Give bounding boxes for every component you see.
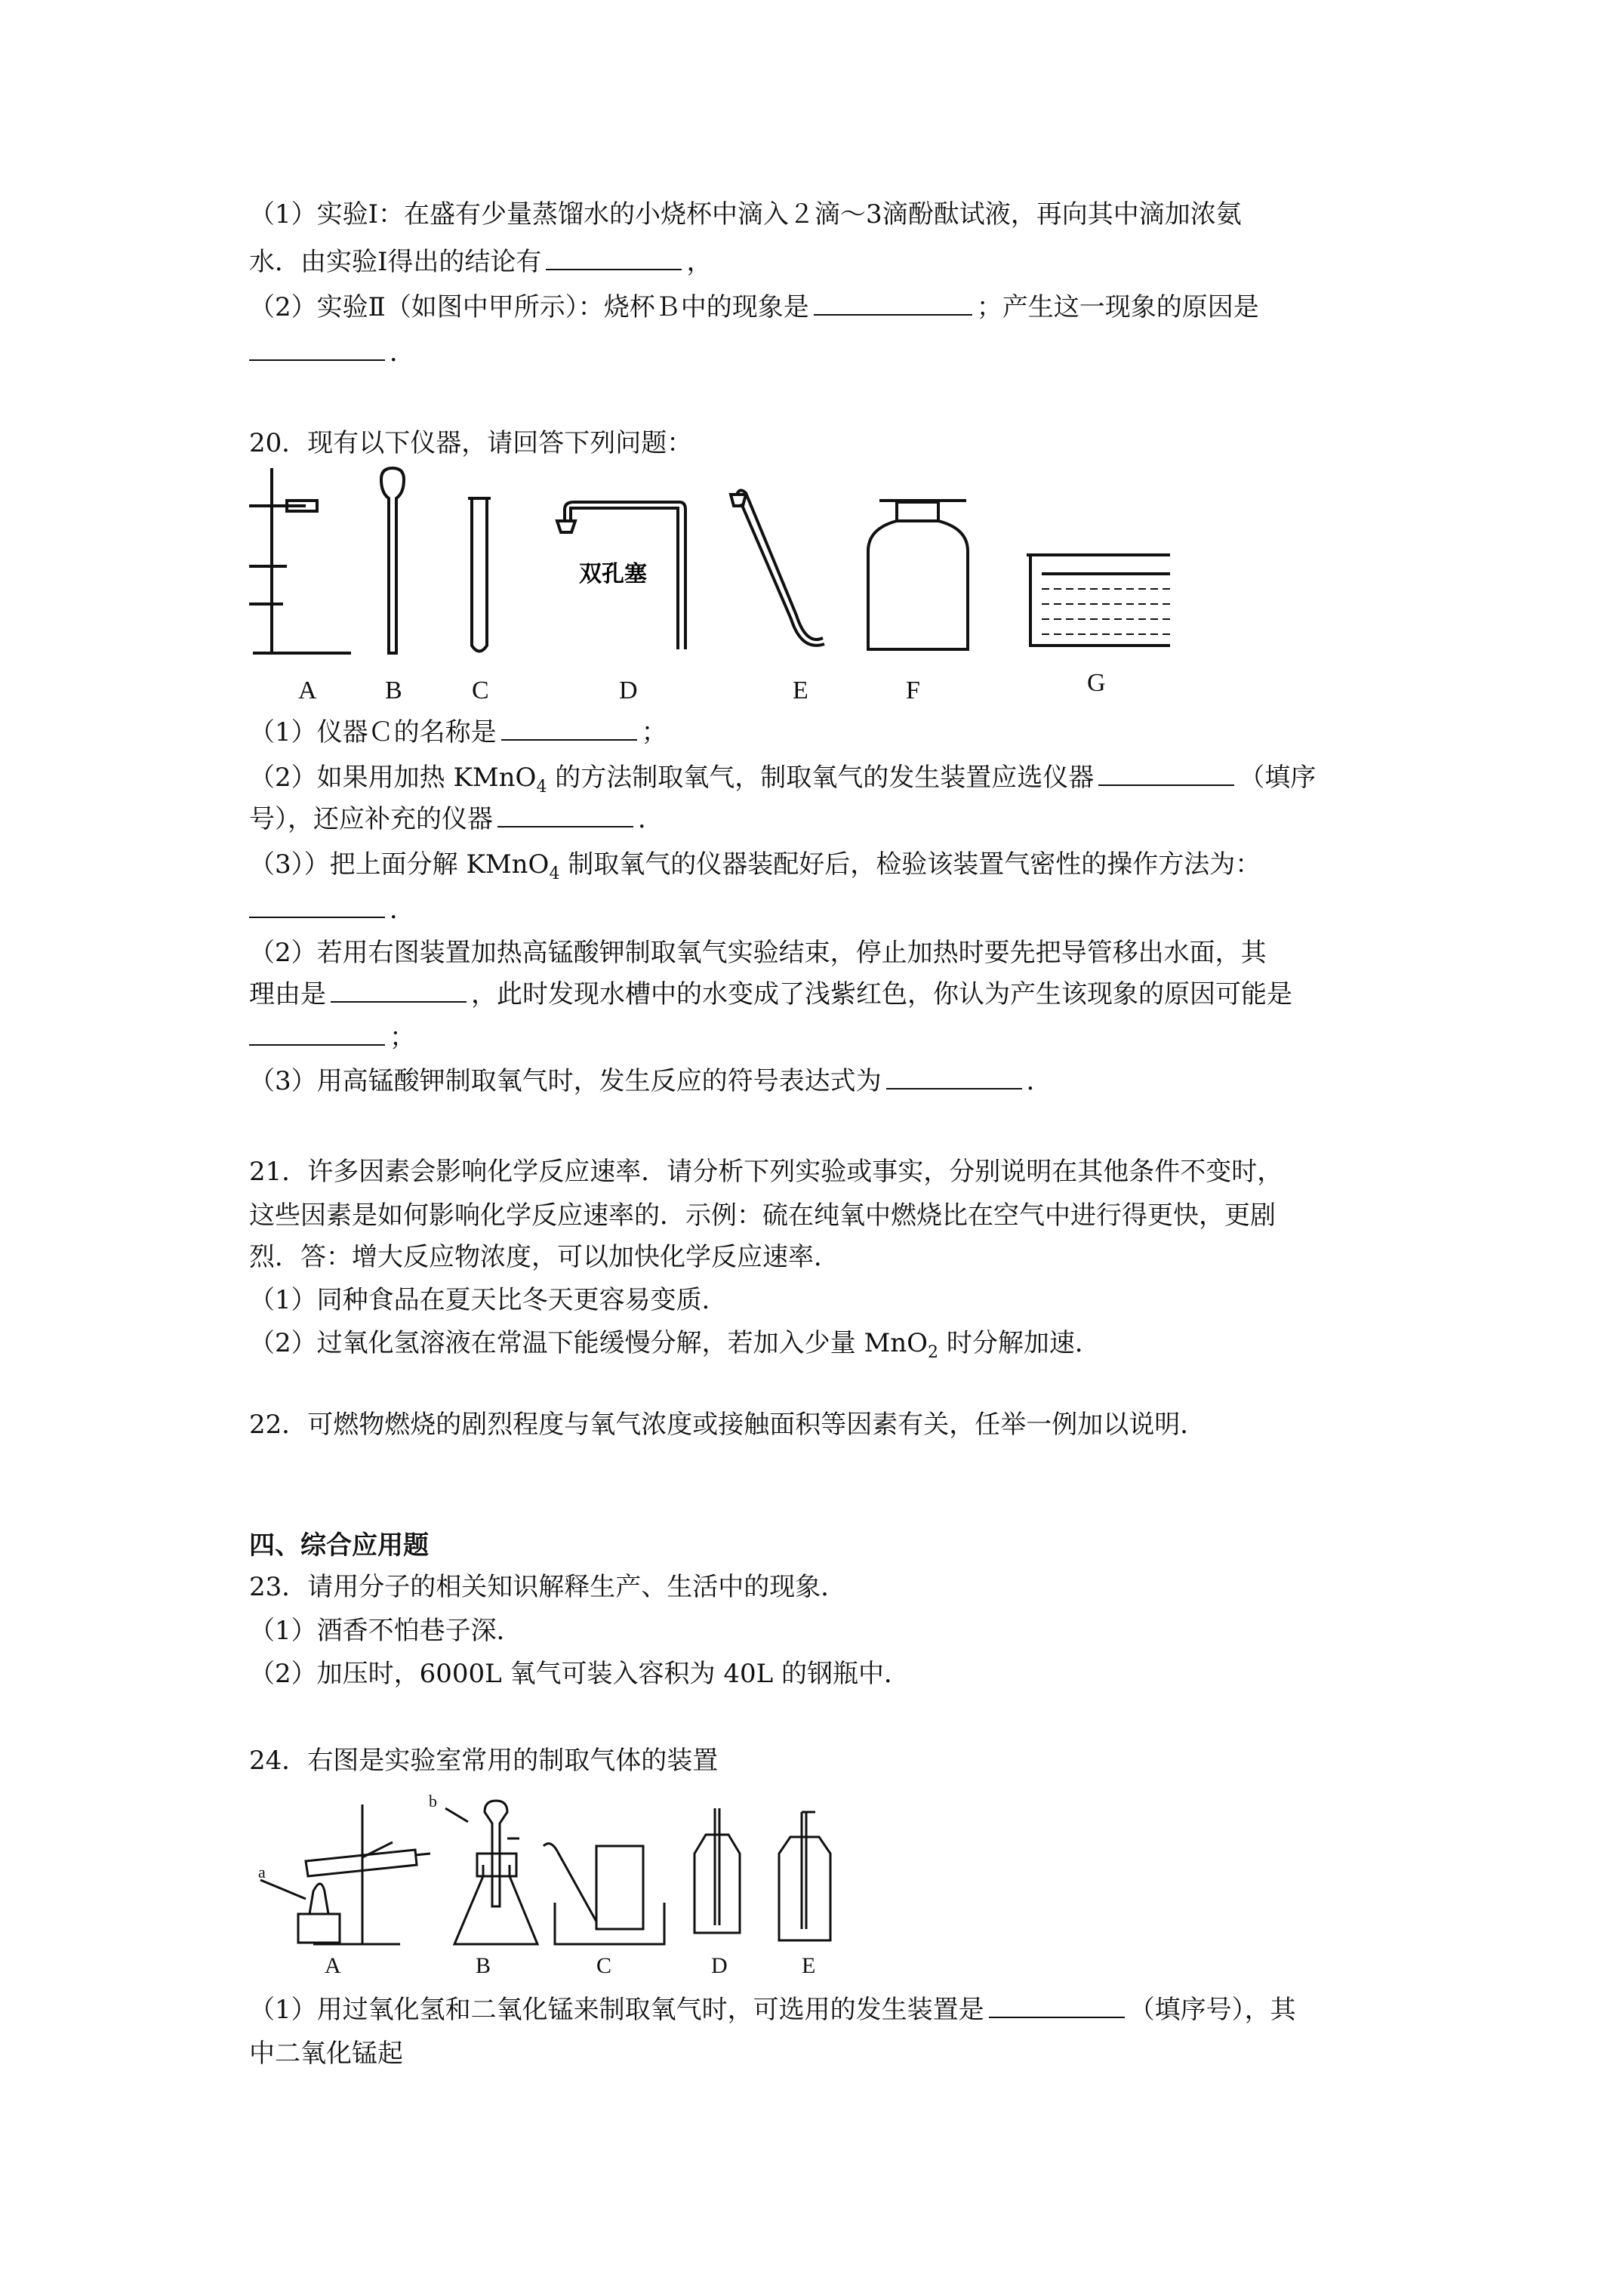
q20-sub2: [249, 761, 1316, 804]
q21-line-5: [249, 1327, 1101, 1370]
intro-line-4: [249, 336, 415, 369]
figure-label: D: [711, 1953, 728, 1978]
text: （2）过氧化氢溶液在常温下能缓慢分解，若加入少量 MnO: [249, 1328, 929, 1358]
answer-blank[interactable]: [989, 1994, 1125, 2018]
q20-sub3: [249, 848, 1261, 891]
q24-line-1: [249, 1993, 1296, 2026]
delivery-tube-icon: [731, 490, 824, 645]
q20-title: [249, 427, 692, 460]
q20-sub4-cont: [249, 978, 1292, 1011]
q20-sub3-cont: [249, 893, 415, 926]
text: 22．可燃物燃烧的剧烈程度与氧气浓度或接触面积等因素有关，任举一例加以说明．: [249, 1410, 1206, 1440]
figure-label: a: [258, 1863, 266, 1881]
answer-blank[interactable]: [1098, 762, 1234, 786]
answer-blank[interactable]: [814, 291, 972, 316]
text: （2）实验Ⅱ（如图中甲所示）：烧杯Ｂ中的现象是: [249, 292, 809, 322]
q23-line-1: [249, 1570, 846, 1604]
q21-line-4: [249, 1284, 728, 1317]
text: （3））把上面分解 KMnO: [249, 849, 550, 880]
q24-line-2: [249, 2037, 403, 2070]
text: 21．许多因素会影响化学反应速率．请分析下列实验或事实，分别说明在其他条件不变时，: [249, 1157, 1283, 1187]
q21-line-3: [249, 1240, 839, 1274]
text: ．: [1026, 1066, 1052, 1096]
text: （2）加压时，6000L 氧气可装入容积为 40L 的钢瓶中．: [249, 1659, 910, 1689]
text: ．: [638, 804, 664, 834]
text: 时分解加速．: [938, 1328, 1101, 1358]
figure-label: B: [476, 1953, 491, 1978]
text: （填序: [1239, 763, 1317, 793]
text: ．: [390, 895, 415, 925]
text: （1）仪器Ｃ的名称是: [249, 717, 497, 747]
text: ；产生这一现象的原因是: [976, 292, 1259, 322]
subscript: 2: [928, 1342, 939, 1362]
q21-line-2: [249, 1199, 1276, 1232]
text: ；: [390, 1022, 415, 1052]
text: 这些因素是如何影响化学反应速率的．示例：硫在纯氧中燃烧比在空气中进行得更快，更剧: [249, 1200, 1276, 1231]
text: 制取氧气的仪器装配好后，检验该装置气密性的操作方法为：: [559, 849, 1261, 880]
figure-label: E: [802, 1953, 816, 1978]
figure-label: B: [385, 676, 402, 704]
q20-sub5: [249, 1065, 1052, 1098]
text: （1）实验Ⅰ：在盛有少量蒸馏水的小烧杯中滴入２滴～3滴酚酞试液，再向其中滴加浓氨: [249, 199, 1242, 230]
figure-label: A: [298, 676, 317, 704]
text: 24．右图是实验室常用的制取气体的装置: [249, 1746, 719, 1776]
text: 20．现有以下仪器，请回答下列问题：: [249, 428, 693, 458]
text: 23．请用分子的相关知识解释生产、生活中的现象．: [249, 1572, 847, 1602]
iron-stand-icon: [249, 468, 351, 653]
q21-line-1: [249, 1155, 1283, 1188]
figure-text: 双孔塞: [579, 562, 647, 587]
text: ；: [641, 717, 667, 747]
collection-bottle-icon: [694, 1808, 740, 1933]
text: 四、综合应用题: [249, 1530, 429, 1561]
text: 烈．答：增大反应物浓度，可以加快化学反应速率．: [249, 1242, 839, 1272]
figure-label: A: [325, 1953, 341, 1978]
q20-apparatus-figure: [242, 464, 1170, 713]
answer-blank[interactable]: [249, 1022, 385, 1046]
water-trough-icon: [1027, 555, 1170, 646]
figure-label: D: [619, 676, 638, 704]
answer-blank[interactable]: [546, 246, 682, 270]
text: （1）同种食品在夏天比冬天更容易变质．: [249, 1285, 728, 1315]
section-heading: [249, 1529, 429, 1562]
text: 的方法制取氧气，制取氧气的发生装置应选仪器: [547, 763, 1095, 793]
text: ，: [686, 247, 713, 277]
text: 中二氧化锰起: [249, 2039, 403, 2069]
text: ，此时发现水槽中的水变成了浅紫红色，你认为产生该现象的原因可能是: [471, 979, 1292, 1009]
heating-apparatus-icon: [260, 1804, 430, 1944]
intro-line-1: [249, 198, 1242, 231]
figure-label: C: [596, 1953, 612, 1978]
q24-title: [249, 1744, 718, 1777]
figure-label: G: [1087, 669, 1106, 697]
text: （2）如果用加热 KMnO: [249, 763, 537, 793]
intro-line-2: [249, 245, 712, 279]
figure-label: b: [429, 1793, 437, 1811]
water-collection-icon: [544, 1844, 664, 1944]
gas-bottle-icon: [868, 501, 968, 649]
intro-line-3: [249, 291, 1259, 324]
answer-blank[interactable]: [886, 1065, 1022, 1089]
text: 理由是: [249, 979, 326, 1009]
q20-sub2-cont: [249, 803, 664, 836]
figure-label: F: [906, 676, 920, 704]
q23-line-2: [249, 1614, 522, 1647]
text: （1）用过氧化氢和二氧化锰来制取氧气时，可选用的发生装置是: [249, 1995, 984, 2025]
text: 水．由实验Ⅰ得出的结论有: [249, 247, 542, 277]
q24-apparatus-figure: [242, 1793, 891, 1982]
figure-label: C: [472, 676, 489, 704]
subscript: 4: [549, 864, 560, 883]
answer-blank[interactable]: [497, 803, 633, 827]
long-neck-funnel-icon: [381, 468, 404, 653]
text: （1）酒香不怕巷子深．: [249, 1616, 522, 1646]
text: （3）用高锰酸钾制取氧气时，发生反应的符号表达式为: [249, 1066, 882, 1096]
subscript: 4: [536, 777, 547, 797]
q23-line-3: [249, 1657, 910, 1690]
q20-sub1: [249, 716, 667, 749]
text: ．: [390, 337, 415, 368]
collection-bottle-icon: [779, 1812, 830, 1940]
test-tube-icon: [468, 498, 491, 652]
figure-label: E: [793, 676, 808, 704]
conical-flask-icon: [445, 1801, 537, 1944]
q22-text: [249, 1408, 1206, 1441]
text: 号），还应补充的仪器: [249, 804, 493, 834]
answer-blank[interactable]: [501, 717, 637, 741]
answer-blank[interactable]: [249, 337, 385, 361]
answer-blank[interactable]: [249, 894, 385, 918]
q20-sub4: [249, 936, 1267, 969]
q20-sub4-cont2: [249, 1021, 415, 1054]
text: （2）若用右图装置加热高锰酸钾制取氧气实验结束，停止加热时要先把导管移出水面，其: [249, 938, 1267, 968]
text: （填序号），其: [1129, 1995, 1296, 2025]
answer-blank[interactable]: [331, 978, 467, 1003]
